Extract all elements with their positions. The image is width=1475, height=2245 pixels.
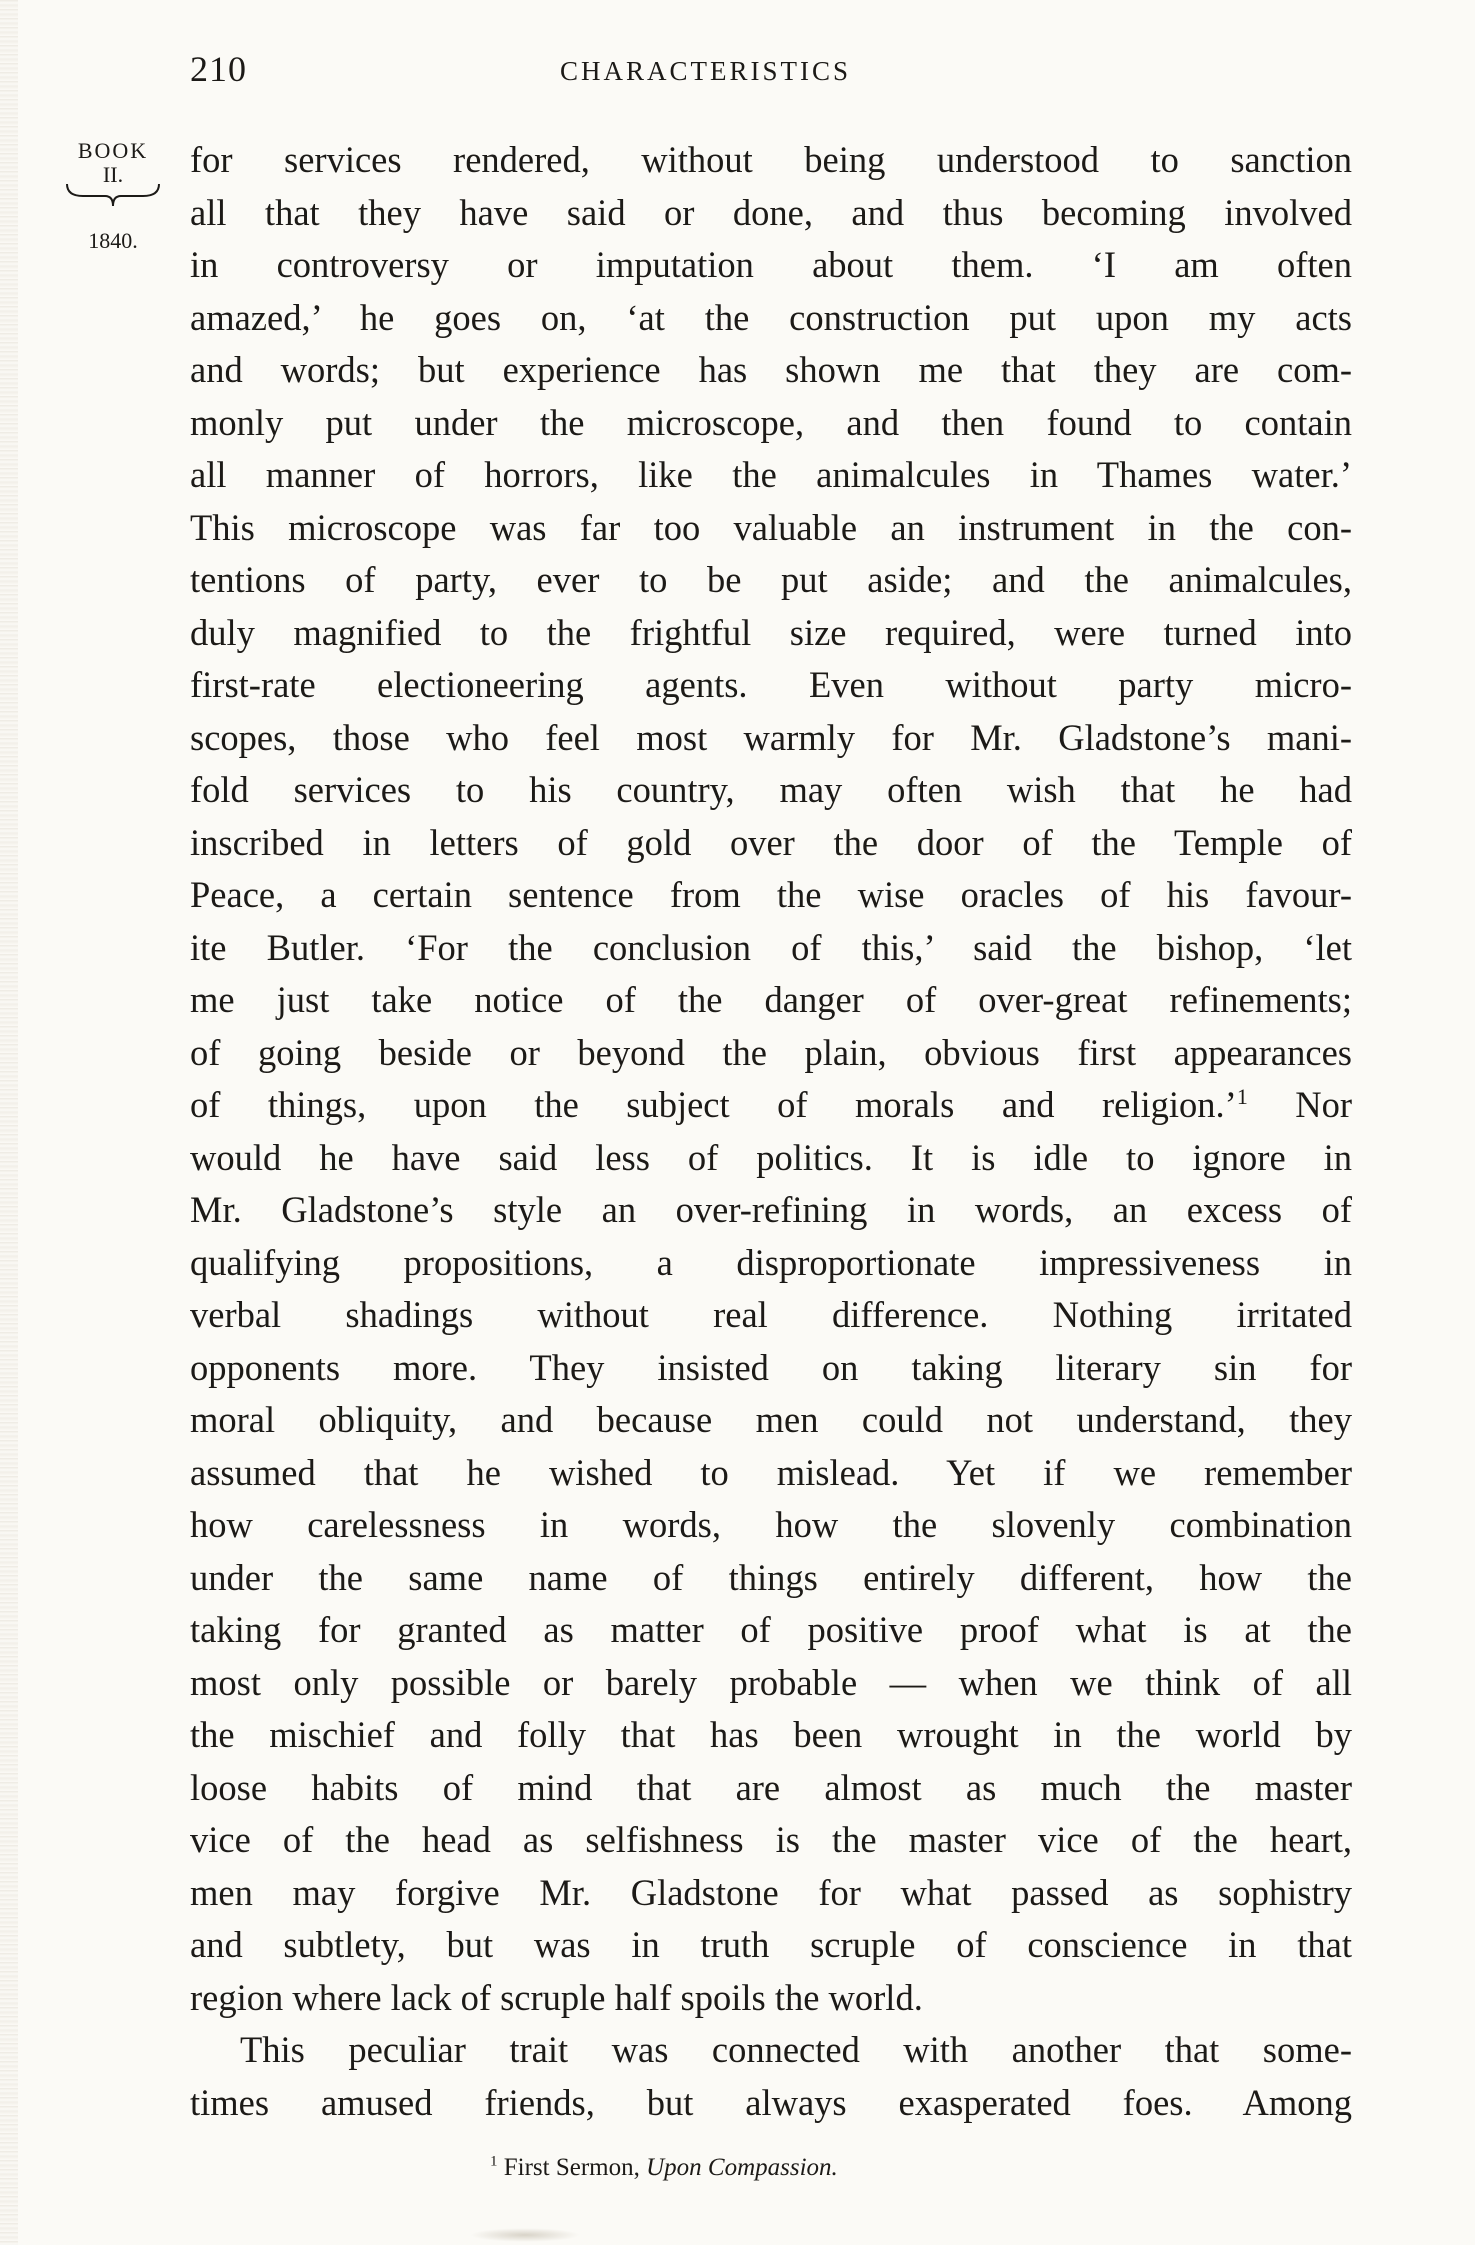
body-text bbox=[190, 134, 1352, 2129]
text-line: under the same name of things entirely different, how the bbox=[190, 1556, 1352, 1598]
text-line-with-footnote-ref bbox=[190, 1079, 1352, 1132]
text-line: Peace, a certain sentence from the wise oracles of his favour- bbox=[190, 874, 1352, 915]
text-line: taking for granted as matter of positive proof what is at the bbox=[190, 1609, 1352, 1650]
text-line: all that they have said or done, and thus becoming involved bbox=[190, 191, 1352, 233]
margin-book-label: BOOK bbox=[77, 138, 149, 163]
text-line: how carelessness in words, how the slovenly combination bbox=[190, 1504, 1352, 1545]
text-line: tentions of party, ever to be put aside; and the animalcules, bbox=[190, 559, 1352, 600]
text-line: and words; but experience has shown me that they are com- bbox=[190, 349, 1352, 390]
text-line: the mischief and folly that has been wrought in the world by bbox=[190, 1714, 1352, 1755]
text-line: times amused friends, but always exasperated foes. Among bbox=[190, 2081, 1352, 2123]
text-line: scopes, those who feel most warmly for Mr. Gladstone’s mani- bbox=[190, 716, 1352, 758]
footnote-title: Upon Compassion. bbox=[646, 2154, 838, 2181]
margin-note bbox=[38, 138, 188, 254]
footnote-ref-marker: 1 bbox=[1236, 1083, 1248, 1109]
text-line: This peculiar trait was connected with another that some- bbox=[240, 2029, 1352, 2070]
page-number: 210 bbox=[190, 49, 247, 89]
text-line: region where lack of scruple half spoils the world. bbox=[190, 1976, 923, 2018]
text-line: moral obliquity, and because men could not understand, they bbox=[190, 1399, 1352, 1440]
margin-volume-label: II. bbox=[102, 162, 124, 187]
text-line: men may forgive Mr. Gladstone for what passed as sophistry bbox=[190, 1871, 1352, 1913]
text-line: assumed that he wished to mislead. Yet if we remember bbox=[190, 1451, 1352, 1493]
page-edge-speckle bbox=[0, 0, 18, 2245]
text-line: inscribed in letters of gold over the door of the Temple of bbox=[190, 821, 1352, 863]
margin-year: 1840. bbox=[88, 228, 138, 253]
page-stain bbox=[470, 2228, 580, 2242]
text-line: me just take notice of the danger of over-great refinements; bbox=[190, 979, 1352, 1020]
footnote-marker: 1 bbox=[490, 2153, 498, 2170]
text-line: monly put under the microscope, and then found to contain bbox=[190, 401, 1352, 443]
text-line: ite Butler. ‘For the conclusion of this,’ said the bishop, ‘let bbox=[190, 926, 1352, 968]
text-line: verbal shadings without real difference. Nothing irritated bbox=[190, 1294, 1352, 1335]
text-line: first-rate electioneering agents. Even without party micro- bbox=[190, 664, 1352, 705]
text-line: qualifying propositions, a disproportionate impressiveness in bbox=[190, 1241, 1352, 1283]
text-line-fragment: Nor bbox=[1295, 1084, 1352, 1125]
text-line: amazed,’ he goes on, ‘at the construction put upon my acts bbox=[190, 296, 1352, 338]
text-line: would he have said less of politics. It is idle to ignore in bbox=[190, 1136, 1352, 1178]
text-line: all manner of horrors, like the animalcules in Thames water.’ bbox=[190, 454, 1352, 495]
text-line: Mr. Gladstone’s style an over-refining in words, an excess of bbox=[190, 1189, 1352, 1230]
text-line: vice of the head as selfishness is the master vice of the heart, bbox=[190, 1819, 1352, 1860]
running-head: CHARACTERISTICS bbox=[560, 56, 852, 86]
text-line: in controversy or imputation about them. ‘I am often bbox=[190, 244, 1352, 285]
text-line: duly magnified to the frightful size required, were turned into bbox=[190, 611, 1352, 653]
text-line: and subtlety, but was in truth scruple of conscience in that bbox=[190, 1924, 1352, 1965]
text-line: for services rendered, without being understood to sanction bbox=[190, 139, 1352, 180]
text-line: This microscope was far too valuable an instrument in the con- bbox=[190, 506, 1352, 548]
footnote-text: First Sermon, bbox=[503, 2154, 640, 2181]
text-line: of going beside or beyond the plain, obvious first appearances bbox=[190, 1031, 1352, 1073]
text-line: fold services to his country, may often wish that he had bbox=[190, 769, 1352, 810]
text-line: most only possible or barely probable — when we think of all bbox=[190, 1661, 1352, 1703]
text-line: loose habits of mind that are almost as much the master bbox=[190, 1766, 1352, 1808]
text-line: opponents more. They insisted on taking literary sin for bbox=[190, 1346, 1352, 1388]
footnote bbox=[490, 2154, 838, 2182]
text-line-fragment: of things, upon the subject of morals and religion.’ bbox=[190, 1084, 1237, 1125]
